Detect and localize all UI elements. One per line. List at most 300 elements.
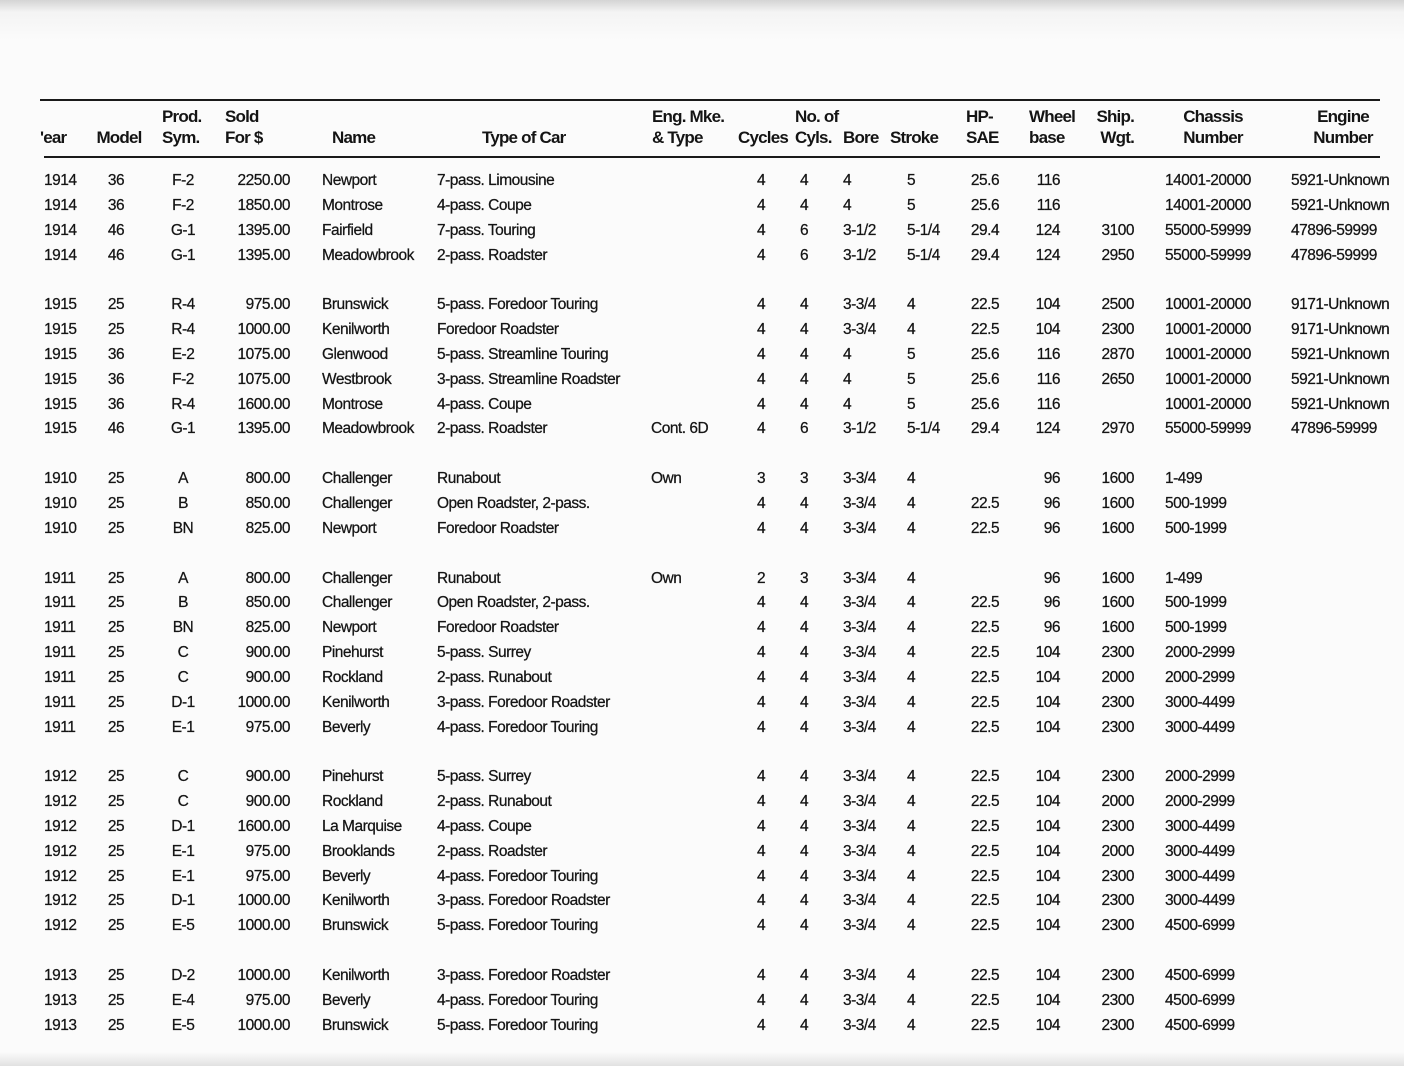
cell-ship-weight: 1600 bbox=[1101, 594, 1134, 612]
cell-year: 1911 bbox=[44, 644, 76, 662]
cell-price: 1600.00 bbox=[237, 395, 290, 413]
cell-hp-sae: 22.5 bbox=[970, 321, 1000, 339]
cell-model: 25 bbox=[107, 718, 125, 736]
header-wheelbase-line2: base bbox=[1029, 128, 1065, 147]
cell-name: Beverly bbox=[322, 867, 371, 885]
cell-wheelbase: 116 bbox=[1036, 172, 1060, 189]
cell-year: 1912 bbox=[44, 867, 77, 885]
table-row bbox=[0, 964, 1404, 989]
cell-name: Kenilworth bbox=[322, 967, 390, 984]
cell-chassis-number: 3000-4499 bbox=[1165, 842, 1235, 860]
cell-chassis-number: 55000-59999 bbox=[1165, 221, 1251, 239]
cell-wheelbase: 124 bbox=[1035, 420, 1060, 438]
cell-year: 1911 bbox=[44, 569, 76, 587]
cell-chassis-number: 55000-59999 bbox=[1165, 420, 1251, 438]
header-model-line2: Model bbox=[96, 128, 142, 147]
cell-chassis-number: 10001-20000 bbox=[1165, 321, 1251, 339]
cell-year: 1914 bbox=[44, 246, 77, 264]
cell-name: Montrose bbox=[322, 196, 383, 214]
cell-wheelbase: 124 bbox=[1035, 246, 1060, 264]
cell-type-of-car: 2-pass. Runabout bbox=[437, 793, 552, 811]
cell-hp-sae: 22.5 bbox=[970, 842, 1000, 860]
cell-chassis-number: 2000-2999 bbox=[1165, 644, 1235, 662]
cell-chassis-number: 3000-4499 bbox=[1165, 718, 1235, 736]
cell-ship-weight: 2950 bbox=[1101, 246, 1134, 264]
cell-bore: 4 bbox=[843, 370, 852, 388]
cell-ship-weight: 1600 bbox=[1101, 494, 1134, 512]
cell-cycles: 4 bbox=[756, 420, 766, 438]
cell-cycles: 4 bbox=[756, 1016, 766, 1034]
group-spacer bbox=[0, 542, 1404, 567]
cell-year: 1915 bbox=[44, 321, 77, 339]
cell-stroke: 5 bbox=[907, 172, 916, 189]
cell-wheelbase: 96 bbox=[1043, 619, 1060, 637]
cell-engine-number: 5921-Unknown bbox=[1291, 196, 1390, 214]
cell-model: 25 bbox=[107, 842, 125, 860]
cell-hp-sae: 22.5 bbox=[970, 668, 1000, 686]
header-price-line2: For $ bbox=[225, 128, 263, 147]
cell-type-of-car: 5-pass. Surrey bbox=[437, 768, 531, 786]
cell-year: 1912 bbox=[44, 817, 77, 835]
cell-bore: 4 bbox=[843, 395, 852, 413]
cell-type-of-car: 4-pass. Coupe bbox=[437, 196, 532, 214]
table-row bbox=[0, 417, 1404, 442]
cell-price: 1600.00 bbox=[237, 817, 290, 835]
table-row bbox=[0, 591, 1404, 616]
cell-wheelbase: 104 bbox=[1035, 793, 1060, 811]
header-hp-sae-line1: HP- bbox=[966, 107, 993, 126]
cell-stroke: 5 bbox=[907, 345, 916, 363]
cell-year: 1912 bbox=[44, 917, 77, 935]
cell-price: 800.00 bbox=[245, 470, 290, 488]
cell-stroke: 4 bbox=[907, 321, 916, 339]
cell-price: 1850.00 bbox=[237, 196, 290, 214]
cell-bore: 3-3/4 bbox=[843, 519, 876, 537]
header-price bbox=[225, 106, 263, 148]
cell-stroke: 5-1/4 bbox=[907, 221, 940, 239]
cell-cycles: 4 bbox=[756, 345, 766, 363]
cell-engine-number: 47896-59999 bbox=[1291, 420, 1377, 438]
cell-prod-sym: C bbox=[177, 768, 189, 786]
cell-hp-sae: 29.4 bbox=[970, 221, 1000, 239]
cell-bore: 3-3/4 bbox=[843, 967, 876, 984]
cell-type-of-car: 2-pass. Roadster bbox=[437, 246, 548, 264]
cell-engine-make: Own bbox=[651, 569, 682, 587]
header-engine-make-line2: & Type bbox=[652, 128, 703, 147]
cell-name: Beverly bbox=[322, 991, 371, 1009]
cell-type-of-car: 7-pass. Limousine bbox=[437, 172, 555, 189]
cell-prod-sym: E-1 bbox=[171, 718, 195, 736]
cell-prod-sym: D-1 bbox=[171, 892, 195, 910]
cell-prod-sym: G-1 bbox=[170, 420, 196, 438]
header-cylinders-line1: No. of bbox=[795, 107, 839, 126]
cell-year: 1912 bbox=[44, 842, 77, 860]
cell-name: Brooklands bbox=[322, 842, 395, 860]
cell-price: 1000.00 bbox=[237, 917, 290, 935]
cell-name: Brunswick bbox=[322, 917, 389, 935]
cell-type-of-car: 3-pass. Foredoor Roadster bbox=[437, 967, 610, 984]
cell-stroke: 5 bbox=[907, 196, 916, 214]
cell-cylinders: 4 bbox=[799, 842, 809, 860]
cell-ship-weight: 2300 bbox=[1101, 644, 1134, 662]
cell-stroke: 4 bbox=[907, 668, 916, 686]
group-spacer bbox=[0, 268, 1404, 293]
cell-cycles: 4 bbox=[756, 768, 766, 786]
cell-ship-weight: 2300 bbox=[1101, 693, 1134, 711]
cell-type-of-car: Runabout bbox=[437, 470, 501, 488]
cell-chassis-number: 4500-6999 bbox=[1165, 917, 1235, 935]
cell-wheelbase: 96 bbox=[1043, 569, 1060, 587]
cell-price: 1075.00 bbox=[237, 370, 290, 388]
cell-chassis-number: 14001-20000 bbox=[1165, 172, 1251, 189]
cell-model: 25 bbox=[107, 644, 125, 662]
cell-price: 975.00 bbox=[245, 718, 290, 736]
cell-cylinders: 4 bbox=[799, 768, 809, 786]
cell-model: 46 bbox=[107, 420, 125, 438]
cell-model: 46 bbox=[107, 221, 125, 239]
cell-cylinders: 4 bbox=[799, 718, 809, 736]
cell-prod-sym: B bbox=[178, 494, 188, 512]
cell-wheelbase: 96 bbox=[1043, 494, 1060, 512]
cell-cycles: 4 bbox=[756, 370, 766, 388]
cell-prod-sym: D-1 bbox=[171, 693, 195, 711]
cell-chassis-number: 3000-4499 bbox=[1165, 892, 1235, 910]
cell-cylinders: 6 bbox=[799, 221, 809, 239]
cell-engine-number: 5921-Unknown bbox=[1291, 345, 1390, 363]
cell-wheelbase: 104 bbox=[1035, 991, 1060, 1009]
cell-prod-sym: BN bbox=[172, 619, 194, 637]
cell-cylinders: 3 bbox=[799, 569, 809, 587]
cell-type-of-car: 4-pass. Foredoor Touring bbox=[437, 867, 598, 885]
table-row bbox=[0, 1014, 1404, 1039]
cell-cycles: 4 bbox=[756, 246, 766, 264]
cell-wheelbase: 116 bbox=[1036, 345, 1060, 363]
cell-bore: 3-3/4 bbox=[843, 569, 876, 587]
cell-chassis-number: 4500-6999 bbox=[1165, 991, 1235, 1009]
cell-cylinders: 4 bbox=[799, 172, 809, 189]
cell-bore: 3-3/4 bbox=[843, 768, 876, 786]
cell-name: Kenilworth bbox=[322, 892, 390, 910]
cell-chassis-number: 4500-6999 bbox=[1165, 1016, 1235, 1034]
header-chassis-number bbox=[1168, 106, 1258, 148]
cell-model: 25 bbox=[107, 296, 125, 314]
cell-cylinders: 4 bbox=[799, 693, 809, 711]
cell-bore: 4 bbox=[843, 345, 852, 363]
cell-cylinders: 4 bbox=[799, 296, 809, 314]
header-hp-sae-line2: SAE bbox=[966, 128, 999, 147]
cell-ship-weight: 2000 bbox=[1101, 842, 1134, 860]
header-name-line1 bbox=[332, 106, 375, 127]
cell-cycles: 4 bbox=[756, 991, 766, 1009]
cell-model: 25 bbox=[107, 793, 125, 811]
cell-stroke: 4 bbox=[907, 917, 916, 935]
cell-hp-sae: 22.5 bbox=[970, 718, 1000, 736]
cell-stroke: 4 bbox=[907, 494, 916, 512]
cell-year: 1912 bbox=[44, 892, 77, 910]
header-type-of-car-line2: Type of Car bbox=[482, 128, 566, 147]
table-row bbox=[0, 765, 1404, 790]
cell-cylinders: 4 bbox=[799, 892, 809, 910]
cell-price: 1395.00 bbox=[237, 420, 290, 438]
cell-cycles: 4 bbox=[756, 594, 766, 612]
cell-year: 1914 bbox=[44, 221, 77, 239]
cell-ship-weight: 2300 bbox=[1101, 892, 1134, 910]
cell-chassis-number: 2000-2999 bbox=[1165, 668, 1235, 686]
header-name bbox=[332, 106, 375, 148]
cell-wheelbase: 104 bbox=[1035, 718, 1060, 736]
cell-cycles: 4 bbox=[756, 817, 766, 835]
cell-model: 36 bbox=[107, 370, 125, 388]
header-chassis-number-line2: Number bbox=[1183, 128, 1243, 147]
cell-hp-sae: 22.5 bbox=[970, 892, 1000, 910]
header-cycles-line1 bbox=[738, 106, 788, 127]
table-row bbox=[0, 492, 1404, 517]
cell-price: 900.00 bbox=[245, 668, 290, 686]
cell-prod-sym: R-4 bbox=[171, 395, 195, 413]
cell-bore: 3-3/4 bbox=[843, 991, 876, 1009]
cell-ship-weight: 2300 bbox=[1101, 1016, 1134, 1034]
cell-model: 25 bbox=[107, 1016, 125, 1034]
header-cycles-line2: Cycles bbox=[738, 128, 789, 147]
cell-model: 25 bbox=[107, 991, 125, 1009]
cell-name: La Marquise bbox=[322, 817, 402, 835]
cell-chassis-number: 1-499 bbox=[1165, 569, 1203, 587]
cell-chassis-number: 10001-20000 bbox=[1165, 345, 1251, 363]
cell-model: 25 bbox=[107, 768, 125, 786]
cell-cycles: 4 bbox=[756, 967, 766, 984]
cell-prod-sym: E-1 bbox=[171, 842, 195, 860]
cell-model: 25 bbox=[107, 917, 125, 935]
cell-hp-sae: 22.5 bbox=[970, 619, 1000, 637]
cell-ship-weight: 1600 bbox=[1101, 519, 1134, 537]
cell-name: Glenwood bbox=[322, 345, 388, 363]
cell-cycles: 4 bbox=[756, 693, 766, 711]
header-name-line2: Name bbox=[332, 128, 376, 147]
header-ship-weight bbox=[1080, 106, 1134, 148]
table-row bbox=[0, 716, 1404, 741]
cell-name: Pinehurst bbox=[322, 768, 383, 786]
cell-cylinders: 4 bbox=[799, 345, 809, 363]
cell-type-of-car: 5-pass. Surrey bbox=[437, 644, 531, 662]
table-row bbox=[0, 169, 1404, 194]
table-row bbox=[0, 467, 1404, 492]
cell-name: Brunswick bbox=[322, 1016, 389, 1034]
cell-price: 975.00 bbox=[245, 842, 290, 860]
cell-hp-sae: 22.5 bbox=[970, 967, 1000, 984]
cell-bore: 3-3/4 bbox=[843, 619, 876, 637]
cell-hp-sae: 22.5 bbox=[970, 644, 1000, 662]
cell-cylinders: 4 bbox=[799, 793, 809, 811]
cell-model: 25 bbox=[107, 693, 125, 711]
cell-type-of-car: Runabout bbox=[437, 569, 501, 587]
cell-wheelbase: 104 bbox=[1035, 817, 1060, 835]
cell-wheelbase: 104 bbox=[1035, 842, 1060, 860]
cell-ship-weight: 2500 bbox=[1101, 296, 1134, 314]
group-spacer bbox=[0, 939, 1404, 964]
cell-chassis-number: 500-1999 bbox=[1165, 519, 1227, 537]
cell-wheelbase: 104 bbox=[1035, 296, 1060, 314]
cell-prod-sym: B bbox=[178, 594, 188, 612]
header-engine-make bbox=[652, 106, 724, 148]
cell-price: 800.00 bbox=[245, 569, 290, 587]
cell-price: 900.00 bbox=[245, 768, 290, 786]
cell-cylinders: 4 bbox=[799, 395, 809, 413]
table-row bbox=[0, 666, 1404, 691]
cell-model: 25 bbox=[107, 967, 125, 984]
cell-year: 1912 bbox=[44, 793, 77, 811]
cell-hp-sae: 22.5 bbox=[970, 867, 1000, 885]
cell-year: 1911 bbox=[44, 668, 76, 686]
cell-prod-sym: E-1 bbox=[171, 867, 195, 885]
header-chassis-number-line1: Chassis bbox=[1183, 107, 1243, 126]
cell-price: 1075.00 bbox=[237, 345, 290, 363]
cell-chassis-number: 55000-59999 bbox=[1165, 246, 1251, 264]
cell-price: 825.00 bbox=[245, 519, 290, 537]
header-year bbox=[40, 106, 66, 148]
table-row bbox=[0, 293, 1404, 318]
cell-name: Challenger bbox=[322, 470, 392, 488]
table-row bbox=[0, 368, 1404, 393]
cell-stroke: 5-1/4 bbox=[907, 420, 940, 438]
header-year-line2: 'ear bbox=[40, 128, 67, 147]
cell-price: 1395.00 bbox=[237, 221, 290, 239]
cell-cylinders: 4 bbox=[799, 967, 809, 984]
header-prod-sym-line1: Prod. bbox=[162, 107, 202, 126]
cell-engine-make: Cont. 6D bbox=[651, 420, 709, 438]
header-price-line1: Sold bbox=[225, 107, 259, 126]
cell-year: 1911 bbox=[44, 619, 76, 637]
cell-year: 1913 bbox=[44, 1016, 77, 1034]
header-prod-sym-line2: Sym. bbox=[162, 128, 200, 147]
cell-ship-weight: 2300 bbox=[1101, 991, 1134, 1009]
cell-stroke: 4 bbox=[907, 619, 916, 637]
cell-prod-sym: C bbox=[177, 793, 189, 811]
header-ship-weight-line2: Wgt. bbox=[1100, 128, 1134, 147]
cell-ship-weight: 2300 bbox=[1101, 321, 1134, 339]
cell-hp-sae: 25.6 bbox=[970, 395, 1000, 413]
cell-type-of-car: 4-pass. Foredoor Touring bbox=[437, 718, 598, 736]
cell-year: 1914 bbox=[44, 196, 77, 214]
table-top-rule bbox=[40, 99, 1380, 101]
header-engine-number bbox=[1298, 106, 1388, 148]
cell-name: Brunswick bbox=[322, 296, 389, 314]
cell-stroke: 4 bbox=[907, 867, 916, 885]
cell-chassis-number: 4500-6999 bbox=[1165, 967, 1235, 984]
cell-chassis-number: 500-1999 bbox=[1165, 494, 1227, 512]
table-row bbox=[0, 989, 1404, 1014]
cell-cycles: 4 bbox=[756, 917, 766, 935]
cell-prod-sym: D-1 bbox=[171, 817, 195, 835]
cell-stroke: 4 bbox=[907, 817, 916, 835]
cell-name: Kenilworth bbox=[322, 321, 390, 339]
cell-cycles: 4 bbox=[756, 221, 766, 239]
cell-price: 1000.00 bbox=[237, 967, 290, 984]
cell-name: Newport bbox=[322, 172, 377, 189]
header-cylinders-line2: Cyls. bbox=[795, 128, 832, 147]
cell-bore: 3-3/4 bbox=[843, 1016, 876, 1034]
cell-stroke: 4 bbox=[907, 718, 916, 736]
cell-hp-sae: 25.6 bbox=[970, 172, 1000, 189]
cell-type-of-car: 2-pass. Runabout bbox=[437, 668, 552, 686]
cell-type-of-car: 2-pass. Roadster bbox=[437, 842, 548, 860]
cell-engine-number: 5921-Unknown bbox=[1291, 172, 1390, 189]
cell-ship-weight: 2300 bbox=[1101, 967, 1134, 984]
cell-prod-sym: R-4 bbox=[171, 321, 195, 339]
header-model-line1 bbox=[92, 106, 146, 127]
cell-ship-weight: 2000 bbox=[1101, 668, 1134, 686]
cell-stroke: 5 bbox=[907, 395, 916, 413]
cell-bore: 3-3/4 bbox=[843, 668, 876, 686]
header-stroke bbox=[890, 106, 938, 148]
cell-chassis-number: 2000-2999 bbox=[1165, 793, 1235, 811]
cell-cylinders: 4 bbox=[799, 619, 809, 637]
cell-type-of-car: 3-pass. Foredoor Roadster bbox=[437, 693, 610, 711]
cell-cylinders: 6 bbox=[799, 420, 809, 438]
cell-bore: 3-3/4 bbox=[843, 594, 876, 612]
cell-model: 25 bbox=[107, 494, 125, 512]
cell-ship-weight: 2970 bbox=[1101, 420, 1134, 438]
table-row bbox=[0, 815, 1404, 840]
cell-hp-sae: 29.4 bbox=[970, 420, 1000, 438]
table-row bbox=[0, 343, 1404, 368]
cell-wheelbase: 104 bbox=[1035, 867, 1060, 885]
cell-model: 36 bbox=[107, 345, 125, 363]
cell-year: 1912 bbox=[44, 768, 77, 786]
cell-prod-sym: D-2 bbox=[171, 967, 195, 984]
header-bore-line1 bbox=[843, 106, 879, 127]
cell-wheelbase: 116 bbox=[1036, 370, 1060, 388]
table-row bbox=[0, 691, 1404, 716]
cell-wheelbase: 96 bbox=[1043, 470, 1060, 488]
cell-cylinders: 4 bbox=[799, 817, 809, 835]
cell-bore: 3-3/4 bbox=[843, 892, 876, 910]
cell-model: 25 bbox=[107, 321, 125, 339]
cell-ship-weight: 1600 bbox=[1101, 619, 1134, 637]
cell-year: 1915 bbox=[44, 345, 77, 363]
cell-wheelbase: 104 bbox=[1035, 668, 1060, 686]
cell-wheelbase: 104 bbox=[1035, 321, 1060, 339]
cell-bore: 3-3/4 bbox=[843, 693, 876, 711]
cell-bore: 3-3/4 bbox=[843, 718, 876, 736]
cell-bore: 3-3/4 bbox=[843, 867, 876, 885]
cell-type-of-car: 5-pass. Streamline Touring bbox=[437, 345, 609, 363]
cell-cylinders: 4 bbox=[799, 867, 809, 885]
cell-bore: 3-3/4 bbox=[843, 842, 876, 860]
header-ship-weight-line1: Ship. bbox=[1096, 107, 1134, 126]
cell-bore: 3-1/2 bbox=[843, 221, 876, 239]
cell-hp-sae: 22.5 bbox=[970, 494, 1000, 512]
table-row bbox=[0, 889, 1404, 914]
cell-ship-weight: 2300 bbox=[1101, 718, 1134, 736]
cell-chassis-number: 14001-20000 bbox=[1165, 196, 1251, 214]
table-body bbox=[0, 169, 1404, 1039]
cell-prod-sym: F-2 bbox=[172, 370, 194, 388]
table-row bbox=[0, 219, 1404, 244]
cell-wheelbase: 104 bbox=[1035, 644, 1060, 662]
cell-cycles: 4 bbox=[756, 494, 766, 512]
cell-year: 1910 bbox=[44, 470, 77, 488]
cell-type-of-car: Foredoor Roadster bbox=[437, 519, 559, 537]
cell-hp-sae: 22.5 bbox=[970, 1016, 1000, 1034]
cell-name: Westbrook bbox=[322, 370, 392, 388]
cell-hp-sae: 22.5 bbox=[970, 693, 1000, 711]
cell-name: Challenger bbox=[322, 594, 392, 612]
cell-price: 900.00 bbox=[245, 793, 290, 811]
cell-year: 1911 bbox=[44, 718, 76, 736]
cell-cylinders: 4 bbox=[799, 370, 809, 388]
cell-wheelbase: 104 bbox=[1035, 967, 1060, 984]
cell-ship-weight: 2650 bbox=[1101, 370, 1134, 388]
